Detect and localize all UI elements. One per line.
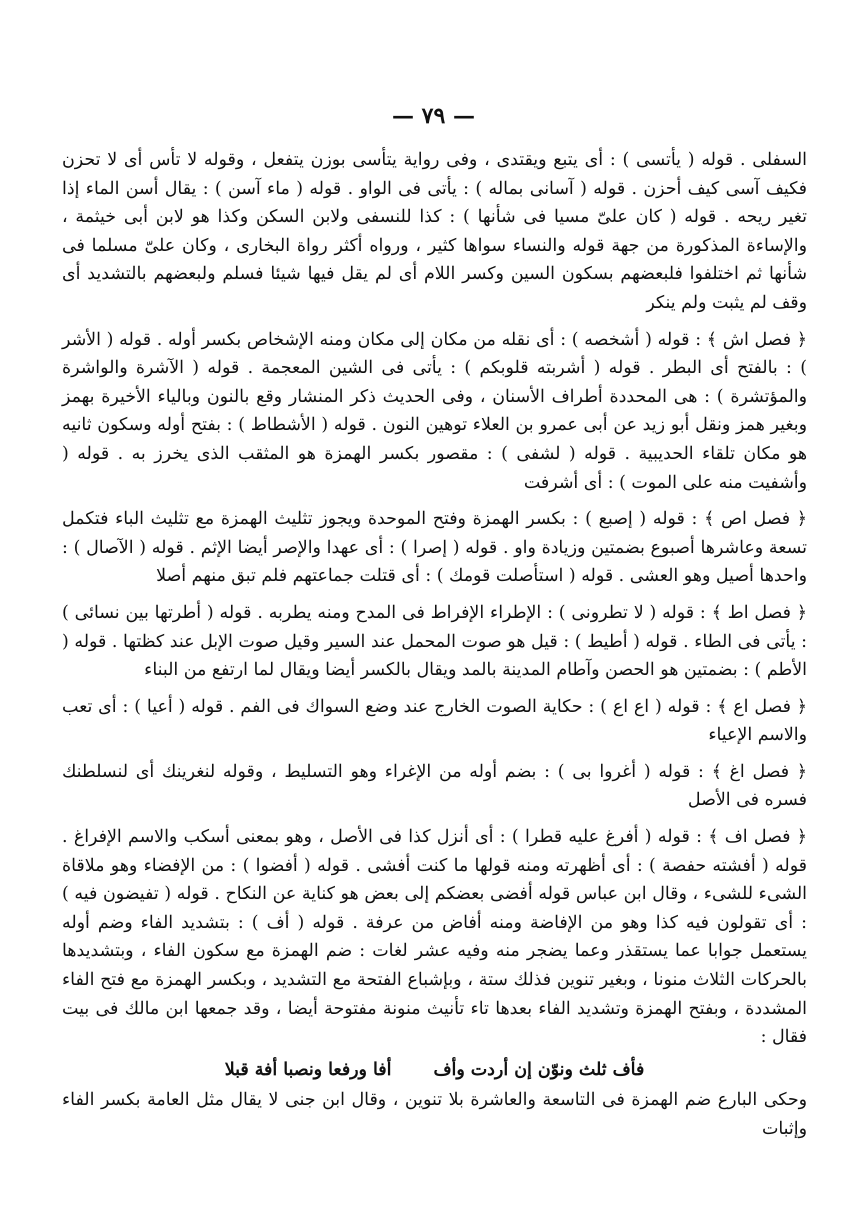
- poetry-verse: [62, 1056, 807, 1085]
- section-agh: ﴿ فصل اغ ﴾ : قوله ( أغروا بى ) : بضم أوله من الإغراء وهو التسليط ، وقوله لنغرينك أى لنسلطنك فسره فى الأصل: [62, 761, 807, 811]
- section-aa: ﴿ فصل اع ﴾ : قوله ( اع اع ) : حكاية الصوت الخارج عند وضع السواك فى الفم . قوله ( أعيا ) : أى تعب والاسم الإعياء: [62, 696, 807, 746]
- section-ash: ﴿ فصل اش ﴾ : قوله ( أشخصه ) : أى نقله من مكان إلى مكان ومنه الإشخاص بكسر أوله . قوله ( الأشر ) : بالفتح أى البطر . قوله ( أشربته قلوبكم ) : يأتى فى الشين المعجمة . قوله ( الآشرة والواشرة والمؤتشرة ) : هى المحددة أطراف الأسنان ، وفى الحديث ذكر المنشار وقع بالنون وبالياء الأخيرة بهمز وبغير همز ونقل أبو زيد عن أبى عمرو بن العلاء توهين النون . قوله ( الأشطاط ) : بفتح أوله وسكون ثانيه هو مكان تلقاء الحديبية . قوله ( لشفى ) : مقصور بكسر الهمزة هو المثقب الذى يخرز به . قوله ( وأشفيت منه على الموت ) : أى أشرفت: [62, 329, 807, 493]
- section-at: ﴿ فصل اط ﴾ : قوله ( لا تطرونى ) : الإطراء الإفراط فى المدح ومنه يطربه . قوله ( أطرتها بين نسائى ) : يأتى فى الطاء . قوله ( أطيط ) : قيل هو صوت المحمل عند السير وقيل صوت الإبل عند كظتها . قوله ( الأطم ) : بضمتين هو الحصن وآطام المدينة بالمد ويقال بالكسر أيضا ويقال لما ارتفع من البناء: [62, 602, 807, 681]
- paragraph-continuation: وحكى البارع ضم الهمزة فى التاسعة والعاشرة بلا تنوين ، وقال ابن جنى لا يقال مثل العامة بكسر الفاء وإثبات: [62, 1090, 807, 1139]
- verse-first-hemistich: فأف ثلث ونوّن إن أردت وأف: [433, 1059, 645, 1080]
- paragraph-aso: السفلى . قوله ( يأتسى ) : أى يتبع ويقتدى ، وفى رواية يتأسى بوزن يتفعل ، وقوله لا تأس أى لا تحزن فكيف آسى كيف أحزن . قوله ( آسانى بماله ) : يأتى فى الواو . قوله ( ماء آسن ) : يقال أسن الماء إذا تغير ريحه . قوله ( كان علىّ مسيا فى شأنها ) : كذا للنسفى ولابن السكن وكذا هو لابن أبى خيثمة ، والإساءة المذكورة من جهة قوله والنساء سواها كثير ، ورواه أكثر رواة البخارى ، وكان علىّ مسلما فى شأنها ثم اختلفوا فلبعضهم بسكون السين وكسر اللام أى لم يقل فيها شيئا فسلم ولبعضهم بالتشديد أى وقف لم يثبت ولم ينكر: [62, 150, 807, 313]
- section-af: ﴿ فصل اف ﴾ : قوله ( أفرغ عليه قطرا ) : أى أنزل كذا فى الأصل ، وهو بمعنى أسكب والاسم الإفراغ . قوله ( أفشته حفصة ) : أى أظهرته ومنه قولها ما كنت أفشى . قوله ( أفضوا ) : من الإفضاء وهو ملاقاة الشىء للشىء ، وقال ابن عباس قوله أفضى بعضكم إلى بعض هو كناية عن النكاح . قوله ( تفيضون فيه ) : أى تقولون فيه كذا وهو من الإفاضة ومنه أفاض من عرفة . قوله ( أف ) : بتشديد الفاء وضم أوله يستعمل جوابا عما يستقذر وعما يضجر منه وفيه عشر لغات : ضم الهمزة مع سكون الفاء ، وبتشديدها بالحركات الثلاث منونا ، وبغير تنوين فذلك ستة ، وبإشباع الفتحة مع التشديد ، وبكسر الهمزة مع فتح الفاء المشددة ، وبفتح الهمزة وتشديد الفاء بعدها تاء تأنيث منونة مفتوحة أيضا ، وقد جمعها ابن مالك فى بيت فقال :: [62, 827, 807, 1048]
- section-as: ﴿ فصل اص ﴾ : قوله ( إصبع ) : بكسر الهمزة وفتح الموحدة ويجوز تثليث الهمزة مع تثليث الباء فتكمل تسعة وعاشرها أصبوع بضمتين وزيادة واو . قوله ( إصرا ) : أى عهدا والإصر أيضا الإثم . قوله ( الآصال ) : واحدها أصيل وهو العشى . قوله ( استأصلت قومك ) : أى قتلت جماعتهم فلم تبق منهم أصلا: [62, 509, 807, 587]
- page-body: [62, 146, 807, 1144]
- page-number: — ٧٩ —: [392, 103, 475, 129]
- verse-second-hemistich: أفا ورفعا ونصبا أفة قبلا: [224, 1059, 392, 1080]
